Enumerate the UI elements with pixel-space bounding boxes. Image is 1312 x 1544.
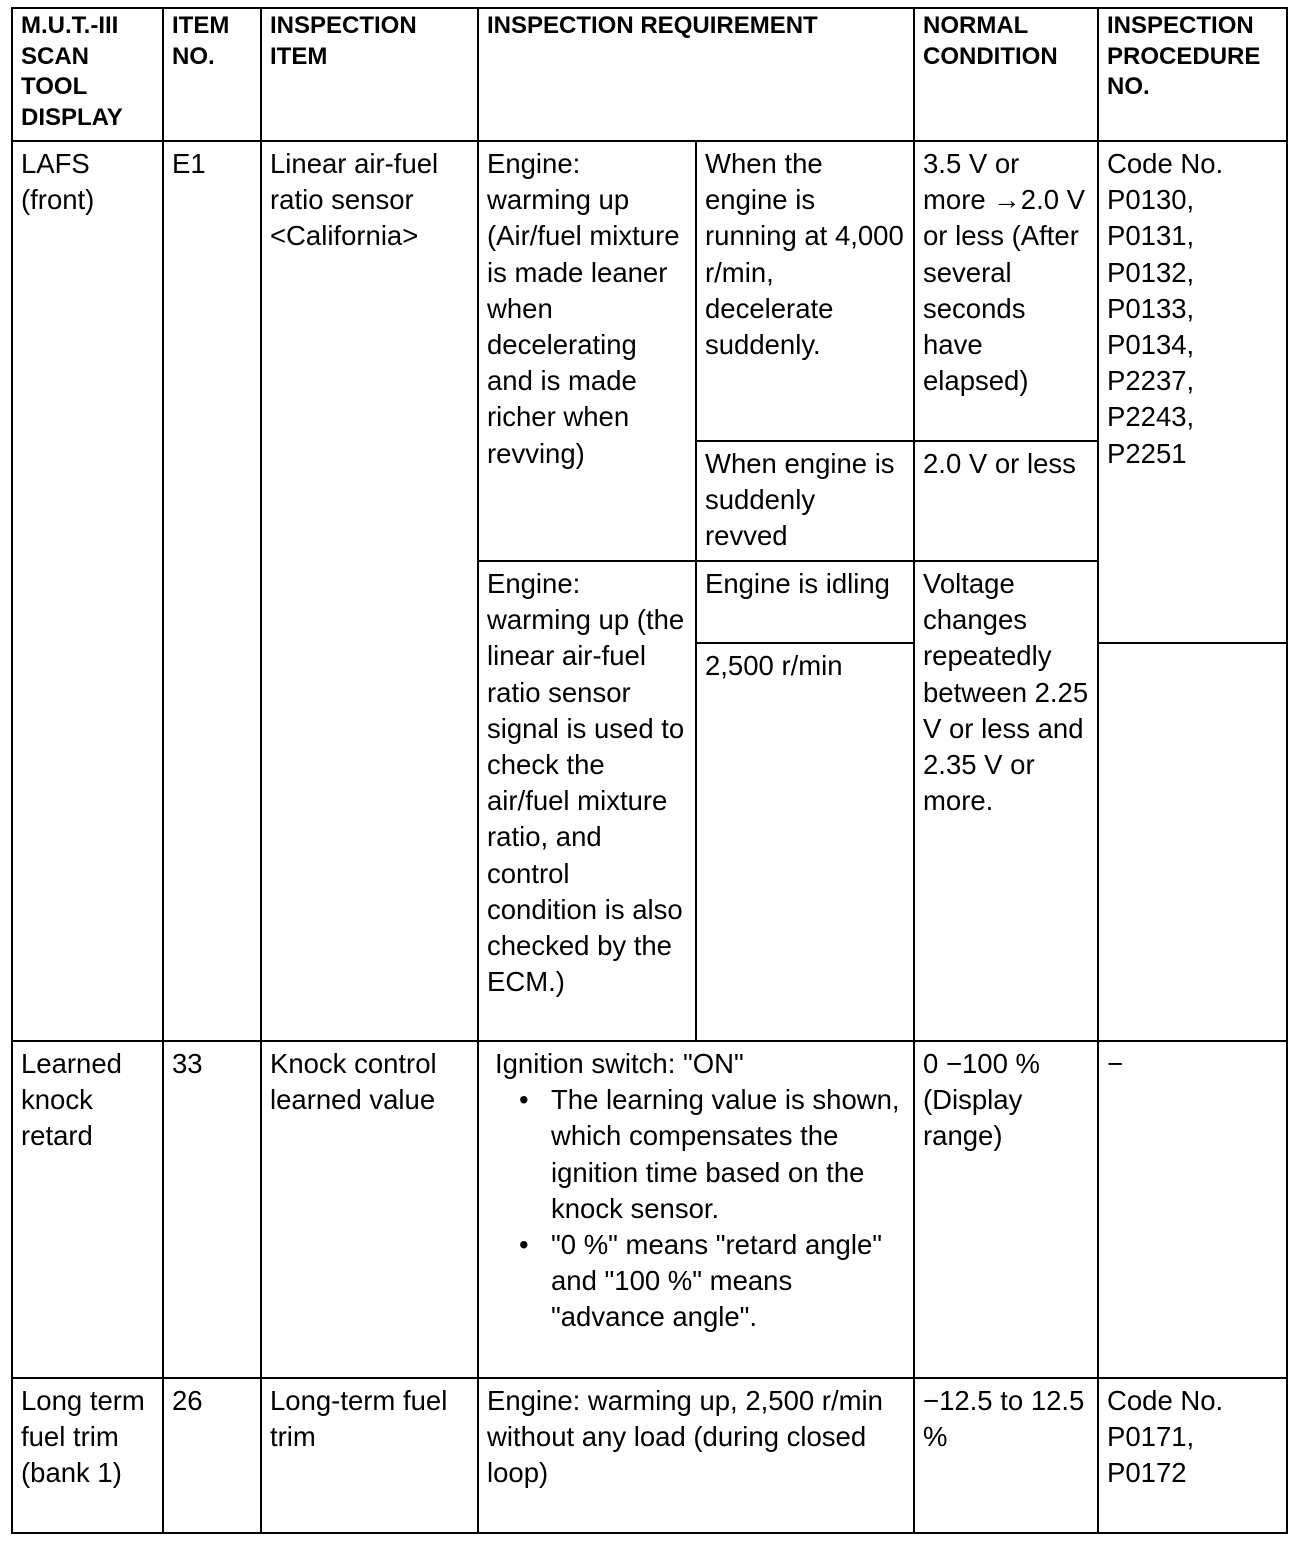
cell-normal: 2.0 V or less — [914, 441, 1098, 561]
procedure-label: Code No. — [1107, 1385, 1224, 1416]
cell-procedure: − — [1098, 1041, 1287, 1378]
list-item: • The learning value is shown, which compensates the ignition time based on the knock sensor. — [551, 1082, 905, 1227]
header-inspection-requirement: INSPECTION REQUIREMENT — [478, 8, 914, 141]
table-row — [12, 1041, 1287, 1378]
procedure-code: P0134, — [1107, 329, 1195, 361]
table-row — [12, 141, 1287, 441]
list-item: • "0 %" means "retard angle" and "100 %" means "advance angle". — [551, 1227, 905, 1336]
cell-normal: −12.5 to 12.5 % — [914, 1378, 1098, 1533]
cell-display: Learned knock retard — [12, 1041, 163, 1378]
cell-display: LAFS (front) — [12, 141, 163, 1041]
cell-item-no: 26 — [163, 1378, 261, 1533]
cell-condition: Engine: warming up (Air/fuel mixture is made leaner when decelerating and is made richer when revving) — [478, 141, 696, 561]
cell-item-no: E1 — [163, 141, 261, 1041]
cell-procedure-continued — [1098, 643, 1287, 1041]
cell-detail: When engine is suddenly revved — [696, 441, 914, 561]
cell-inspection-item: Knock control learned value — [261, 1041, 478, 1378]
cell-normal: 3.5 V or more →2.0 V or less (After several seconds have elapsed) — [914, 141, 1098, 441]
cell-detail: When the engine is running at 4,000 r/min, decelerate suddenly. — [696, 141, 914, 441]
cell-procedure — [1098, 1378, 1287, 1533]
procedure-label: Code No. — [1107, 148, 1224, 179]
procedure-code: P0130, — [1107, 184, 1195, 216]
cell-procedure — [1098, 141, 1287, 643]
cell-detail: Engine is idling — [696, 561, 914, 643]
header-item-no: ITEM NO. — [163, 8, 261, 141]
inspection-table — [11, 7, 1288, 1534]
procedure-code: P0132, — [1107, 256, 1195, 288]
requirement-bullets — [487, 1082, 905, 1335]
procedure-code: P0171, — [1107, 1421, 1195, 1453]
procedure-code: P0133, — [1107, 292, 1195, 324]
requirement-title: Ignition switch: "ON" — [495, 1048, 744, 1079]
header-normal-condition: NORMAL CONDITION — [914, 8, 1098, 141]
header-scan-tool-display: M.U.T.-III SCAN TOOL DISPLAY — [12, 8, 163, 141]
cell-requirement: Engine: warming up, 2,500 r/min without any load (during closed loop) — [478, 1378, 914, 1533]
cell-normal: 0 −100 % (Display range) — [914, 1041, 1098, 1378]
procedure-code: P0172 — [1107, 1457, 1187, 1489]
header-procedure-no: INSPECTION PROCEDURE NO. — [1098, 8, 1287, 141]
cell-display: Long term fuel trim (bank 1) — [12, 1378, 163, 1533]
procedure-code: P2243, — [1107, 401, 1195, 433]
cell-normal: Voltage changes repeatedly between 2.25 V or less and 2.35 V or more. — [914, 561, 1098, 1041]
cell-requirement — [478, 1041, 914, 1378]
cell-item-no: 33 — [163, 1041, 261, 1378]
cell-inspection-item: Linear air-fuel ratio sensor <California> — [261, 141, 478, 1041]
cell-detail: 2,500 r/min — [696, 643, 914, 1041]
table-header-row — [12, 8, 1287, 141]
table-row — [12, 1378, 1287, 1533]
cell-inspection-item: Long-term fuel trim — [261, 1378, 478, 1533]
cell-condition: Engine: warming up (the linear air-fuel ratio sensor signal is used to check the air/fuel mixture ratio, and control condition is also checked by the ECM.) — [478, 561, 696, 1041]
procedure-code: P2237, — [1107, 365, 1195, 397]
header-inspection-item: INSPECTION ITEM — [261, 8, 478, 141]
procedure-code: P0131, — [1107, 220, 1195, 252]
procedure-code: P2251 — [1107, 437, 1187, 469]
